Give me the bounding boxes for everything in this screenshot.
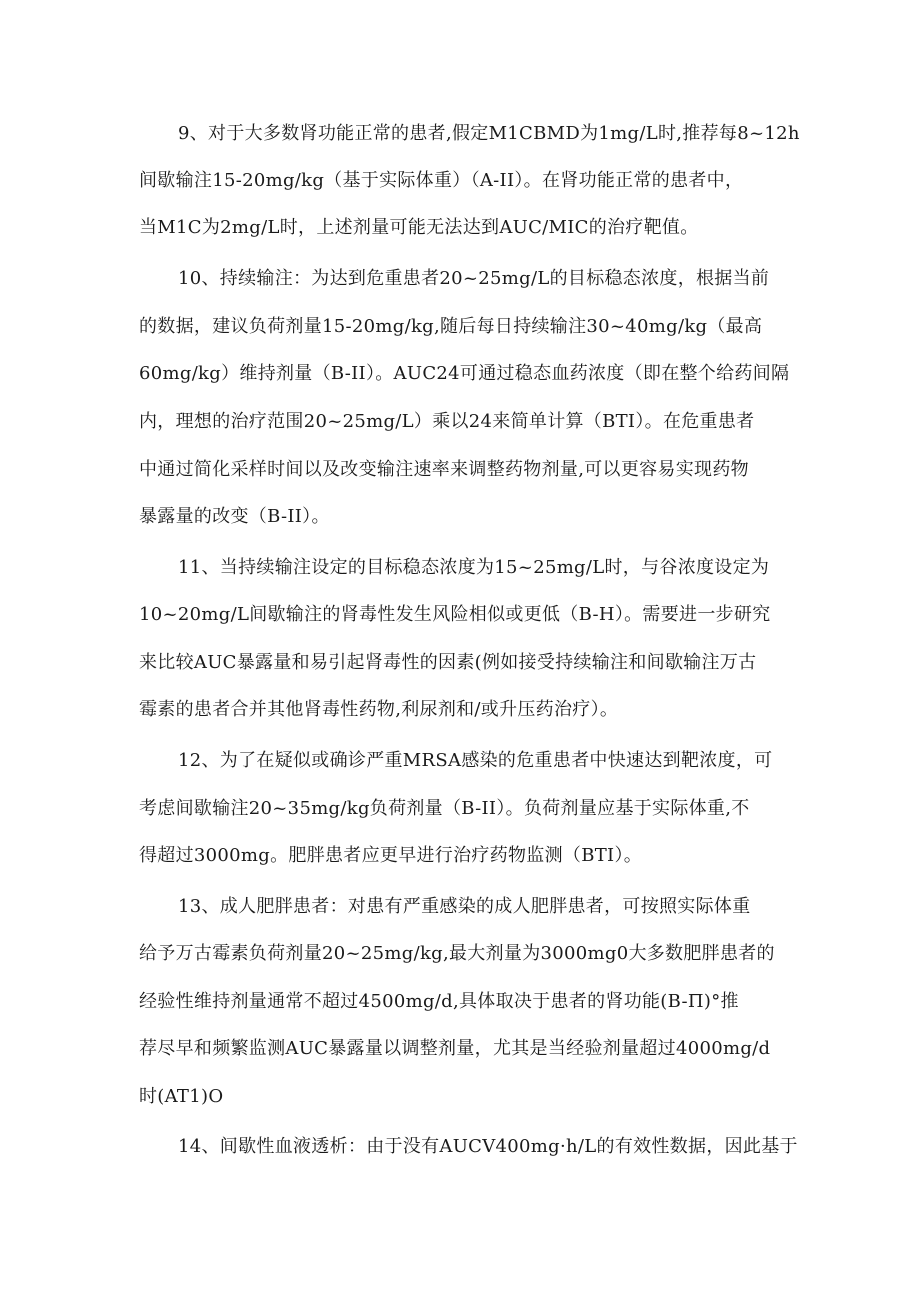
paragraph-line: 经验性维持剂量通常不超过4500mg/d,具体取决于患者的肾功能(B-Π)°推 [139, 991, 739, 1012]
paragraph-line: 时(AT1)O [139, 1086, 224, 1107]
paragraph-line: 12、为了在疑似或确诊严重MRSA感染的危重患者中快速达到靶浓度，可 [178, 750, 773, 771]
paragraph-line: 来比较AUC暴露量和易引起肾毒性的因素(例如接受持续输注和间歇输注万古 [139, 652, 757, 673]
paragraph-line: 得超过3000mg。肥胖患者应更早进行治疗药物监测（BTI）。 [139, 845, 643, 866]
paragraph-line: 给予万古霉素负荷剂量20~25mg/kg,最大剂量为3000mg0大多数肥胖患者的 [139, 943, 775, 964]
paragraph-line: 14、间歇性血液透析：由于没有AUCV400mg·h/L的有效性数据，因此基于 [178, 1136, 798, 1157]
paragraph-line: 11、当持续输注设定的目标稳态浓度为15~25mg/L时，与谷浓度设定为 [178, 557, 770, 578]
paragraph-line: 间歇输注15-20mg/kg（基于实际体重）（A-II）。在肾功能正常的患者中， [139, 170, 744, 191]
paragraph-line: 暴露量的改变（B-II）。 [139, 506, 330, 527]
paragraph-line: 中通过简化采样时间以及改变输注速率来调整药物剂量,可以更容易实现药物 [139, 459, 749, 480]
paragraph-line: 内，理想的治疗范围20~25mg/L）乘以24来简单计算（BTI）。在危重患者 [139, 411, 755, 432]
paragraph-line: 考虑间歇输注20~35mg/kg负荷剂量（B-II）。负荷剂量应基于实际体重,不 [139, 798, 750, 819]
paragraph-line: 10~20mg/L间歇输注的肾毒性发生风险相似或更低（B-H）。需要进一步研究 [139, 604, 771, 625]
paragraph-line: 60mg/kg）维持剂量（B-II）。AUC24可通过稳态血药浓度（即在整个给药间隔 [139, 363, 790, 384]
paragraph-line: 荐尽早和频繁监测AUC暴露量以调整剂量，尤其是当经验剂量超过4000mg/d [139, 1038, 771, 1059]
paragraph-line: 10、持续输注：为达到危重患者20~25mg/L的目标稳态浓度，根据当前 [178, 268, 770, 289]
paragraph-line: 霉素的患者合并其他肾毒性药物,利尿剂和/或升压药治疗）。 [139, 699, 619, 720]
paragraph-line: 13、成人肥胖患者：对患有严重感染的成人肥胖患者，可按照实际体重 [178, 896, 751, 917]
paragraph-line: 9、对于大多数肾功能正常的患者,假定M1CBMD为1mg/L时,推荐每8~12h [178, 123, 800, 144]
paragraph-line: 当M1C为2mg/L时，上述剂量可能无法达到AUC/MIC的治疗靶值。 [139, 217, 699, 238]
paragraph-line: 的数据，建议负荷剂量15-20mg/kg,随后每日持续输注30~40mg/kg（最高 [139, 316, 763, 337]
